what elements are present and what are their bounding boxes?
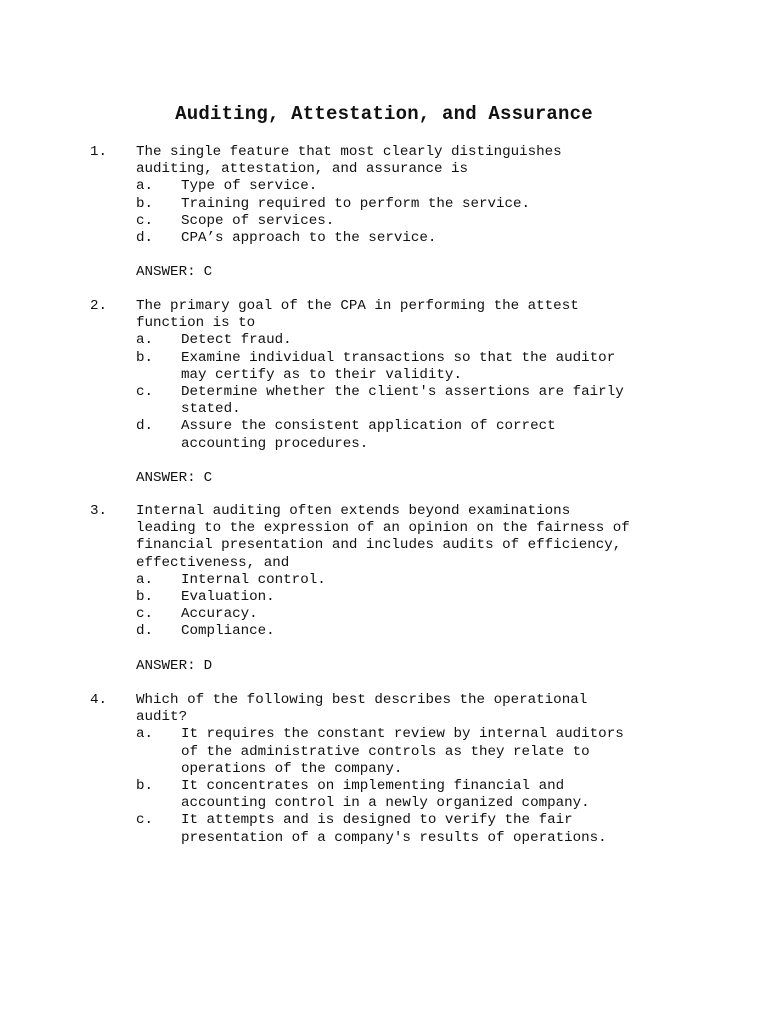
answer-label: ANSWER: [136, 470, 196, 487]
option-letter: c. [136, 384, 154, 401]
option-c [136, 606, 750, 623]
question-number: 1. [90, 144, 108, 160]
option-letter: b. [136, 589, 154, 606]
question-1 [90, 144, 750, 282]
option-text: Accuracy. [181, 606, 258, 623]
option-a [136, 726, 750, 778]
question-number: 3. [90, 503, 108, 519]
answer-value: C [203, 470, 213, 487]
option-a [136, 178, 750, 195]
option-d [136, 230, 750, 247]
option-letter: b. [136, 349, 154, 366]
option-text: CPA’s approach to the service. [181, 230, 437, 247]
option-letter: a. [136, 332, 154, 349]
document-title: Auditing, Attestation, and Assurance [175, 103, 593, 125]
option-text: Evaluation. [181, 589, 275, 606]
option-text: Detect fraud. [181, 332, 292, 349]
option-letter: a. [136, 571, 154, 588]
question-4 [90, 692, 750, 847]
option-letter: d. [136, 418, 154, 435]
answer-label: ANSWER: [136, 657, 196, 674]
option-letter: a. [136, 726, 154, 743]
answer-line [136, 470, 750, 487]
question-body [136, 298, 750, 487]
question-body [136, 692, 750, 847]
question-body [136, 144, 750, 282]
option-text: It concentrates on implementing financial and accounting control in a newly organized company. [181, 778, 590, 812]
question-stem: Internal auditing often extends beyond examinations leading to the expression of an opinion on the fairness of financial presentation and includes audits of efficiency, effectiveness, and [136, 503, 630, 571]
option-text: Internal control. [181, 571, 326, 588]
option-letter: c. [136, 606, 154, 623]
answer-line [136, 264, 750, 281]
question-stem: Which of the following best describes the operational audit? [136, 692, 588, 726]
option-text: Scope of services. [181, 212, 335, 229]
option-letter: c. [136, 812, 154, 829]
option-c [136, 384, 750, 418]
question-number: 4. [90, 692, 108, 708]
question-stem: The primary goal of the CPA in performing the attest function is to [136, 298, 579, 332]
option-d [136, 418, 750, 452]
question-body [136, 503, 750, 675]
question-2 [90, 298, 750, 487]
option-text: Training required to perform the service. [181, 195, 531, 212]
option-d [136, 623, 750, 640]
option-text: It attempts and is designed to verify the fair presentation of a company's results of operations. [181, 812, 607, 846]
option-text: Assure the consistent application of correct accounting procedures. [181, 418, 556, 452]
option-text: Examine individual transactions so that the auditor may certify as to their validity. [181, 349, 616, 383]
option-letter: b. [136, 195, 154, 212]
option-text: Type of service. [181, 178, 318, 195]
option-letter: c. [136, 212, 154, 229]
option-text: Compliance. [181, 623, 275, 640]
question-3 [90, 503, 750, 675]
option-letter: d. [136, 623, 154, 640]
option-b [136, 350, 750, 384]
answer-line [136, 658, 750, 675]
option-letter: b. [136, 778, 154, 795]
answer-value: D [203, 657, 213, 674]
option-text: It requires the constant review by internal auditors of the administrative controls as they relate to operations of the company. [181, 726, 624, 777]
option-c [136, 812, 750, 846]
option-a [136, 572, 750, 589]
option-text: Determine whether the client's assertions are fairly stated. [181, 384, 624, 418]
option-a [136, 332, 750, 349]
option-letter: d. [136, 230, 154, 247]
option-b [136, 589, 750, 606]
question-number: 2. [90, 298, 108, 314]
option-b [136, 196, 750, 213]
answer-value: C [203, 264, 213, 281]
question-stem: The single feature that most clearly distinguishes auditing, attestation, and assurance is [136, 144, 562, 178]
option-b [136, 778, 750, 812]
option-letter: a. [136, 178, 154, 195]
option-c [136, 213, 750, 230]
answer-label: ANSWER: [136, 264, 196, 281]
